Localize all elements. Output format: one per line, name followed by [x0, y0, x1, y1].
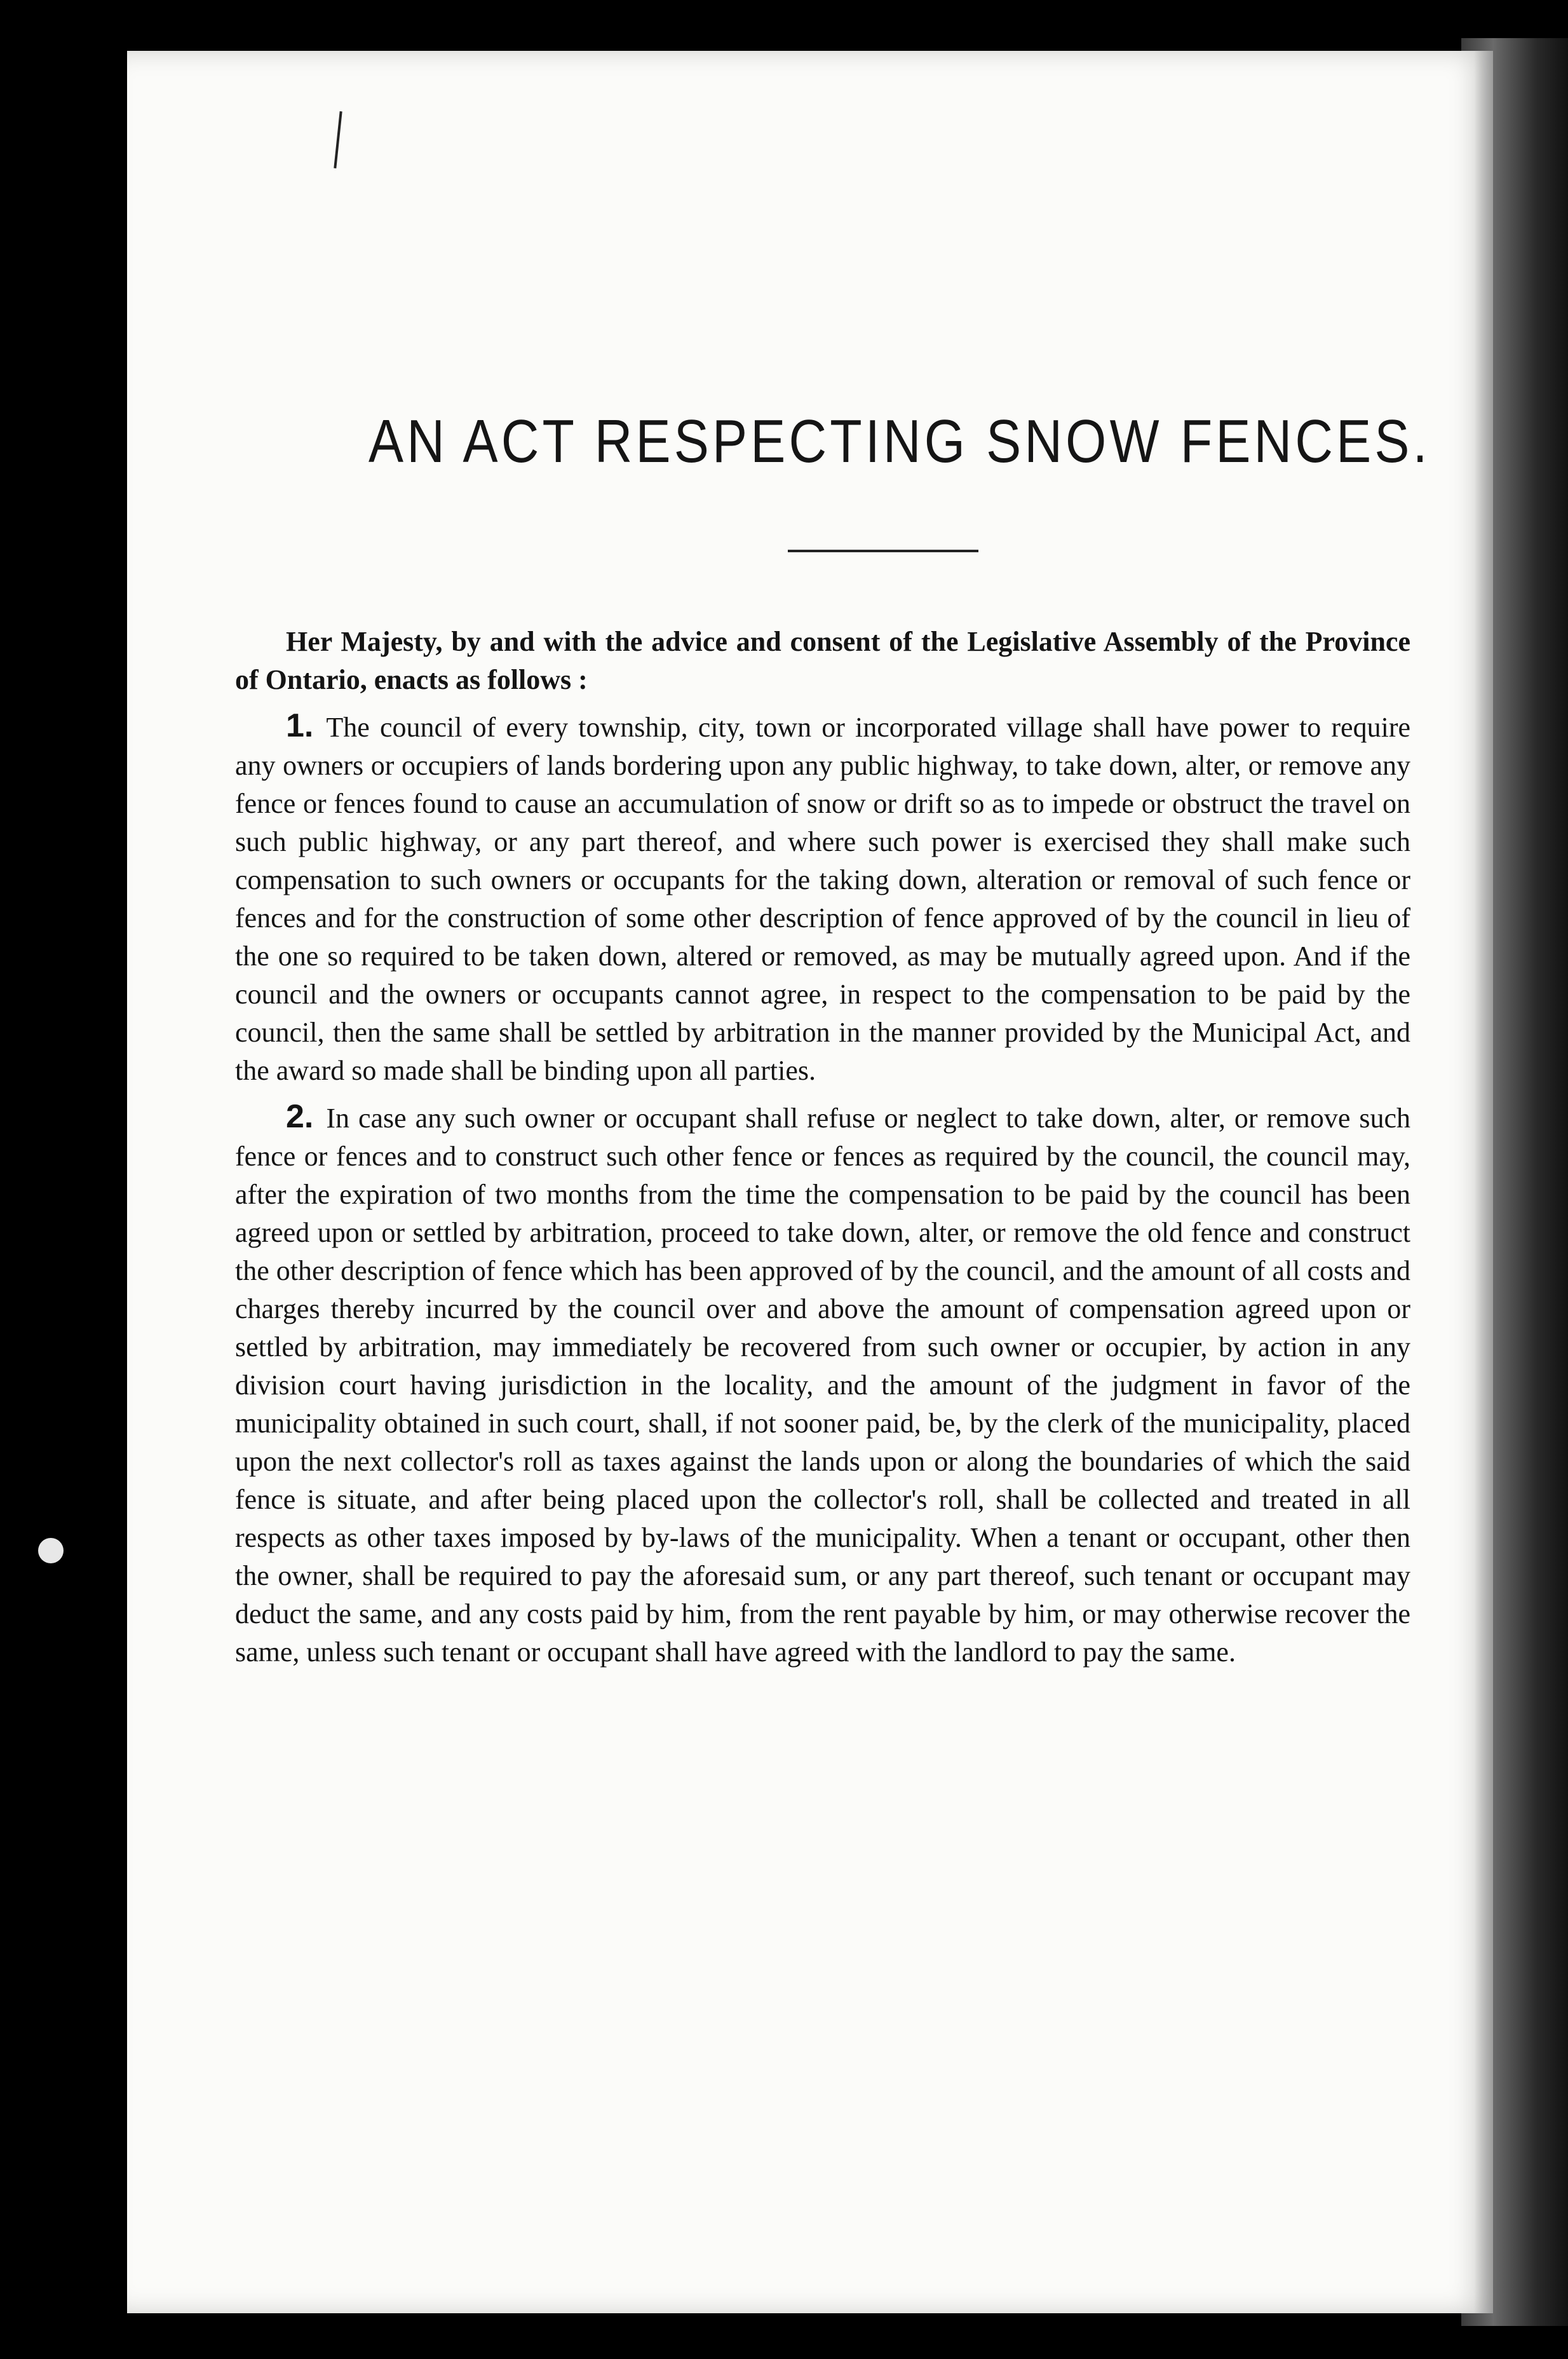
page-edge-shadow: [1474, 51, 1493, 2313]
preamble: Her Majesty, by and with the advice and consent of the Legislative Assembly of the Province of Ontario, enacts as follows :: [235, 626, 1410, 695]
section-1-number: 1.: [286, 707, 314, 744]
title-rule: [788, 550, 978, 552]
scan-blot: [38, 1538, 64, 1563]
section-2: [235, 1098, 1410, 1671]
section-2-text: In case any such owner or occupant shall refuse or neglect to take down, alter, or remove such fence or fences and to construct such other fence or fences as required by the council, the council may, after the expiration of two months from the time the compensation to be paid by the council has been agreed upon or settled by arbitration, proceed to take down, alter, or remove the old fence and construct the other description of fence which has been approved of by the council, and the amount of all costs and charges thereby incurred by the council over and above the amount of compensation agreed upon or settled by arbitration, may immediately be recovered from such owner or occupier, by action in any division court having jurisdiction in the locality, and the amount of the judgment in favor of the municipality obtained in such court, shall, if not sooner paid, be, by the clerk of the municipality, placed upon the next collector's roll as taxes against the lands upon or along the boundaries of which the said fence is situate, and after being placed upon the collector's roll, shall be collected and treated in all respects as other taxes imposed by by-laws of the municipality. When a tenant or occupant, other then the owner, shall be required to pay the aforesaid sum, or any part thereof, such tenant or occupant may deduct the same, and any costs paid by him, from the rent payable by him, or may otherwise recover the same, unless such tenant or occupant shall have agreed with the landlord to pay the same.: [235, 1103, 1410, 1668]
document-body: [235, 623, 1410, 1679]
document-title: AN ACT RESPECTING SNOW FENCES.: [368, 407, 1431, 475]
section-1: [235, 707, 1410, 1090]
document-page: [127, 51, 1493, 2313]
section-1-text: The council of every township, city, town or incorporated village shall have power to require any owners or occupiers of lands bordering upon any public highway, to take down, alter, or remove any fence or fences found to cause an accumulation of snow or drift so as to impede or obstruct the travel on such public highway, or any part thereof, and where such power is exercised they shall make such compensation to such owners or occupants for the taking down, alteration or removal of such fence or fences and for the construction of some other description of fence approved of by the council in lieu of the one so required to be taken down, altered or removed, as may be mutually agreed upon. And if the council and the owners or occupants cannot agree, in respect to the compensation to be paid by the council, then the same shall be settled by arbitration in the manner provided by the Municipal Act, and the award so made shall be binding upon all parties.: [235, 712, 1410, 1086]
corner-mark: [334, 111, 342, 168]
section-2-number: 2.: [286, 1098, 314, 1135]
